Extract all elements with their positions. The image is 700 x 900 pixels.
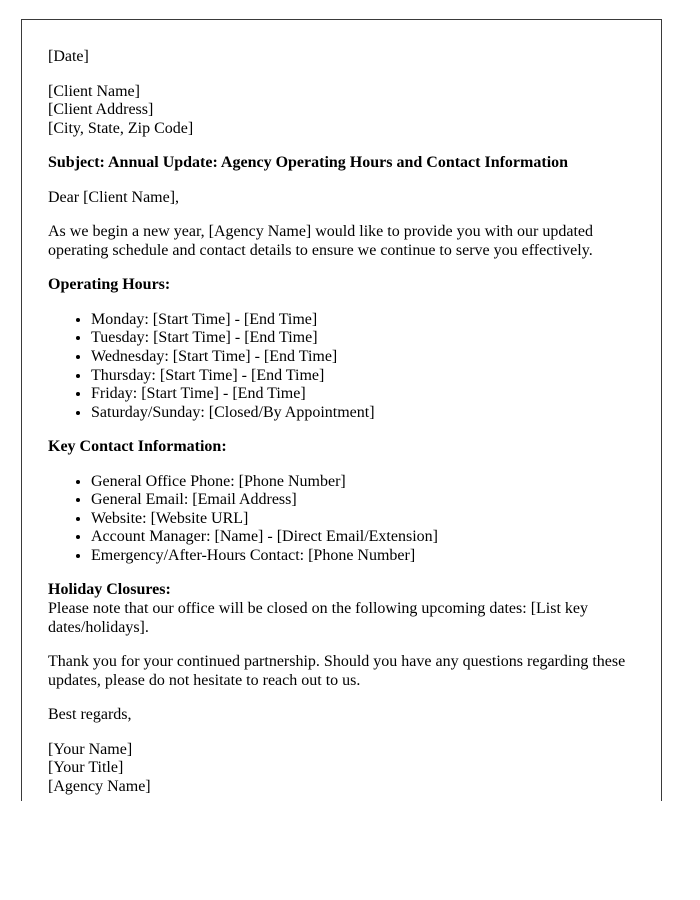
list-item: • Account Manager: [Name] - [Direct Email/Extension]: [91, 528, 646, 547]
list-item: • Friday: [Start Time] - [End Time]: [91, 385, 646, 404]
signature-name: [Your Name]: [48, 740, 133, 758]
subject-line: Subject: Annual Update: Agency Operating Hours and Contact Information: [48, 154, 569, 172]
operating-hours-heading: Operating Hours:: [48, 276, 171, 294]
list-item: • Website: [Website URL]: [91, 510, 646, 529]
key-contacts-heading: Key Contact Information:: [48, 438, 227, 456]
recipient-city-state-zip: [City, State, Zip Code]: [48, 119, 194, 137]
recipient-block: [48, 83, 646, 139]
list-item: • General Office Phone: [Phone Number]: [91, 473, 646, 492]
signature-agency: [Agency Name]: [48, 777, 151, 795]
list-item: • Thursday: [Start Time] - [End Time]: [91, 367, 646, 386]
operating-hours-list: [48, 311, 646, 422]
signature-block: [48, 741, 646, 797]
letter-template: [21, 19, 662, 801]
list-item: • Emergency/After-Hours Contact: [Phone Number]: [91, 547, 646, 566]
recipient-name: [Client Name]: [48, 82, 140, 100]
recipient-address: [Client Address]: [48, 101, 154, 119]
list-item: • Wednesday: [Start Time] - [End Time]: [91, 348, 646, 367]
key-contacts-list: [48, 473, 646, 566]
signature-title: [Your Title]: [48, 759, 124, 777]
closing-paragraph: Thank you for your continued partnership. Should you have any questions regarding these updates, please do not hesitate to reach out to us.: [48, 653, 626, 689]
intro-paragraph: As we begin a new year, [Agency Name] would like to provide you with our updated operating schedule and contact details to ensure we continue to serve you effectively.: [48, 223, 593, 259]
date-line: [Date]: [48, 48, 89, 65]
sign-off: Best regards,: [48, 706, 132, 724]
list-item: • General Email: [Email Address]: [91, 491, 646, 510]
holiday-closures-heading: Holiday Closures:: [48, 581, 171, 599]
list-item: • Monday: [Start Time] - [End Time]: [91, 311, 646, 330]
salutation: Dear [Client Name],: [48, 188, 180, 206]
holiday-closures-paragraph: [48, 581, 646, 637]
list-item: • Saturday/Sunday: [Closed/By Appointment]: [91, 404, 646, 423]
holiday-closures-body: Please note that our office will be closed on the following upcoming dates: [List key dates/holidays].: [48, 600, 589, 636]
list-item: • Tuesday: [Start Time] - [End Time]: [91, 329, 646, 348]
